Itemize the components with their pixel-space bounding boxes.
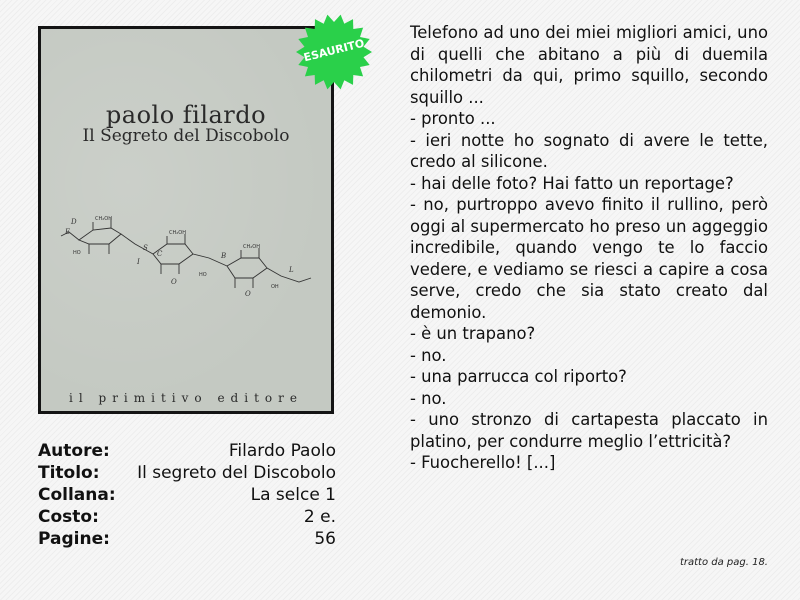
excerpt-line: - ieri notte ho sognato di avere le tette, credo al silicone. [410, 130, 768, 171]
svg-text:L: L [289, 266, 294, 274]
detail-value: La selce 1 [250, 485, 336, 505]
svg-text:HO: HO [73, 250, 81, 256]
detail-value: 2 e. [303, 507, 336, 527]
excerpt-line: - no. [410, 345, 447, 365]
excerpt-line: - no, purtroppo avevo finito il rullino, però oggi al supermercato ho preso un aggeggio incredibile, quando vengo te lo faccio vedere, e vediamo se riesci a capire a cosa serve, credo che sia stato creato dal demonio. [410, 195, 769, 322]
detail-value: Il segreto del Discobolo [137, 463, 336, 483]
svg-text:I: I [137, 258, 140, 266]
svg-text:O: O [245, 290, 251, 298]
svg-text:CH₂OH: CH₂OH [169, 230, 186, 236]
cover-author: paolo filardo [105, 101, 267, 129]
excerpt-line: - è un trapano? [410, 324, 536, 343]
cover-publisher: il primitivo editore [69, 391, 303, 405]
svg-text:HO: HO [199, 272, 207, 278]
svg-text:B: B [221, 252, 227, 260]
detail-value: 56 [314, 529, 336, 549]
svg-text:D: D [71, 218, 77, 226]
excerpt-line: - hai delle foto? Hai fatto un reportage? [410, 173, 734, 193]
svg-text:CH₂OH: CH₂OH [243, 244, 260, 250]
excerpt-text [410, 22, 768, 474]
svg-text:O: O [171, 278, 177, 286]
excerpt-line: - no. [410, 388, 447, 408]
detail-value: Filardo Paolo [228, 441, 336, 461]
detail-label: Autore: [38, 441, 110, 461]
excerpt-line: - uno stronzo di cartapesta placcato in platino, per condurre meglio l’ettricità? [410, 410, 768, 451]
detail-label: Collana: [38, 485, 116, 505]
excerpt-line: - Fuocherello! [...] [410, 453, 556, 472]
detail-label: Pagine: [38, 529, 110, 549]
book-details [38, 440, 336, 550]
svg-text:S: S [143, 244, 148, 252]
excerpt-line: Telefono ad uno dei miei migliori amici, uno di quelli che abitano a più di duemila chilometri da qui, primo squillo, secondo squillo ... [410, 23, 768, 107]
molecule-illustration [49, 184, 329, 304]
detail-label: Costo: [38, 507, 99, 527]
svg-text:OH: OH [271, 284, 279, 290]
detail-row [38, 484, 336, 506]
detail-row [38, 440, 336, 462]
excerpt-line: - pronto ... [410, 109, 496, 128]
svg-text:CH₂OH: CH₂OH [95, 216, 112, 222]
excerpt-line: - una parrucca col riporto? [410, 367, 627, 386]
detail-row [38, 462, 336, 484]
sold-out-badge [286, 12, 382, 92]
detail-row [38, 506, 336, 528]
detail-row [38, 528, 336, 550]
cover-title: Il Segreto del Discobolo [82, 126, 290, 146]
svg-text:E: E [65, 228, 71, 236]
source-note: tratto da pag. 18. [679, 557, 768, 568]
detail-label: Titolo: [38, 463, 100, 483]
svg-text:C: C [157, 250, 163, 258]
sold-out-label: ESAURITO [302, 36, 366, 65]
